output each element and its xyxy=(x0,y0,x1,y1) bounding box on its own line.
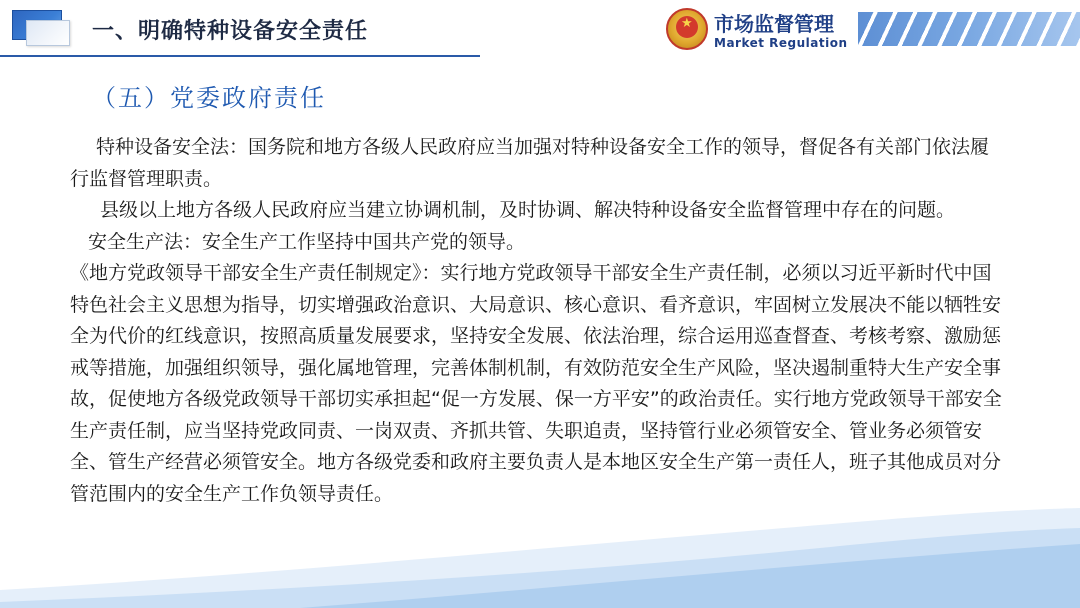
header-stripe-decoration xyxy=(858,12,1080,46)
header-divider xyxy=(0,55,480,57)
section-title: （五）党委政府责任 xyxy=(92,84,326,112)
paragraph-special-equipment-law: 特种设备安全法：国务院和地方各级人民政府应当加强对特种设备安全工作的领导，督促各有关部门依法履行监督管理职责。 xyxy=(70,136,990,190)
paragraph-party-government-responsibility: 《地方党政领导干部安全生产责任制规定》：实行地方党政领导干部安全生产责任制，必须以习近平新时代中国特色社会主义思想为指导，切实增强政治意识、大局意识、核心意识、看齐意识，牢固树立发展决不能以牺牲安全为代价的红线意识，按照高质量发展要求，坚持安全发展、依法治理，综合运用巡查督查、考核考察、激励惩戒等措施，加强组织领导，强化属地管理，完善体制机制，有效防范安全生产风险，坚决遏制重特大生产安全事故，促使地方各级党政领导干部切实承担起“促一方发展、保一方平安”的政治责任。实行地方党政领导干部安全生产责任制，应当坚持党政同责、一岗双责、齐抓共管、失职追责，坚持管行业必须管安全、管业务必须管安全、管生产经营必须管安全。地方各级党委和政府主要负责人是本地区安全生产第一责任人，班子其他成员对分管范围内的安全生产工作负领导责任。 xyxy=(70,262,1002,505)
market-regulation-brand xyxy=(666,8,866,54)
brand-name-cn: 市场监督管理 xyxy=(714,12,834,36)
slide-header xyxy=(0,0,1080,62)
brand-name-en: Market Regulation xyxy=(714,36,848,50)
national-emblem-icon xyxy=(666,8,708,50)
body-text xyxy=(70,132,1005,510)
emblem-star-icon: ★ xyxy=(681,16,693,31)
paragraph-work-safety-law: 安全生产法：安全生产工作坚持中国共产党的领导。 xyxy=(88,230,526,253)
slide-logo-icon xyxy=(12,10,66,42)
logo-front-panel xyxy=(26,20,70,46)
paragraph-coordination-mechanism: 县级以上地方各级人民政府应当建立协调机制，及时协调、解决特种设备安全监督管理中存在的问题。 xyxy=(100,199,956,221)
header-title: 一、明确特种设备安全责任 xyxy=(92,19,369,44)
